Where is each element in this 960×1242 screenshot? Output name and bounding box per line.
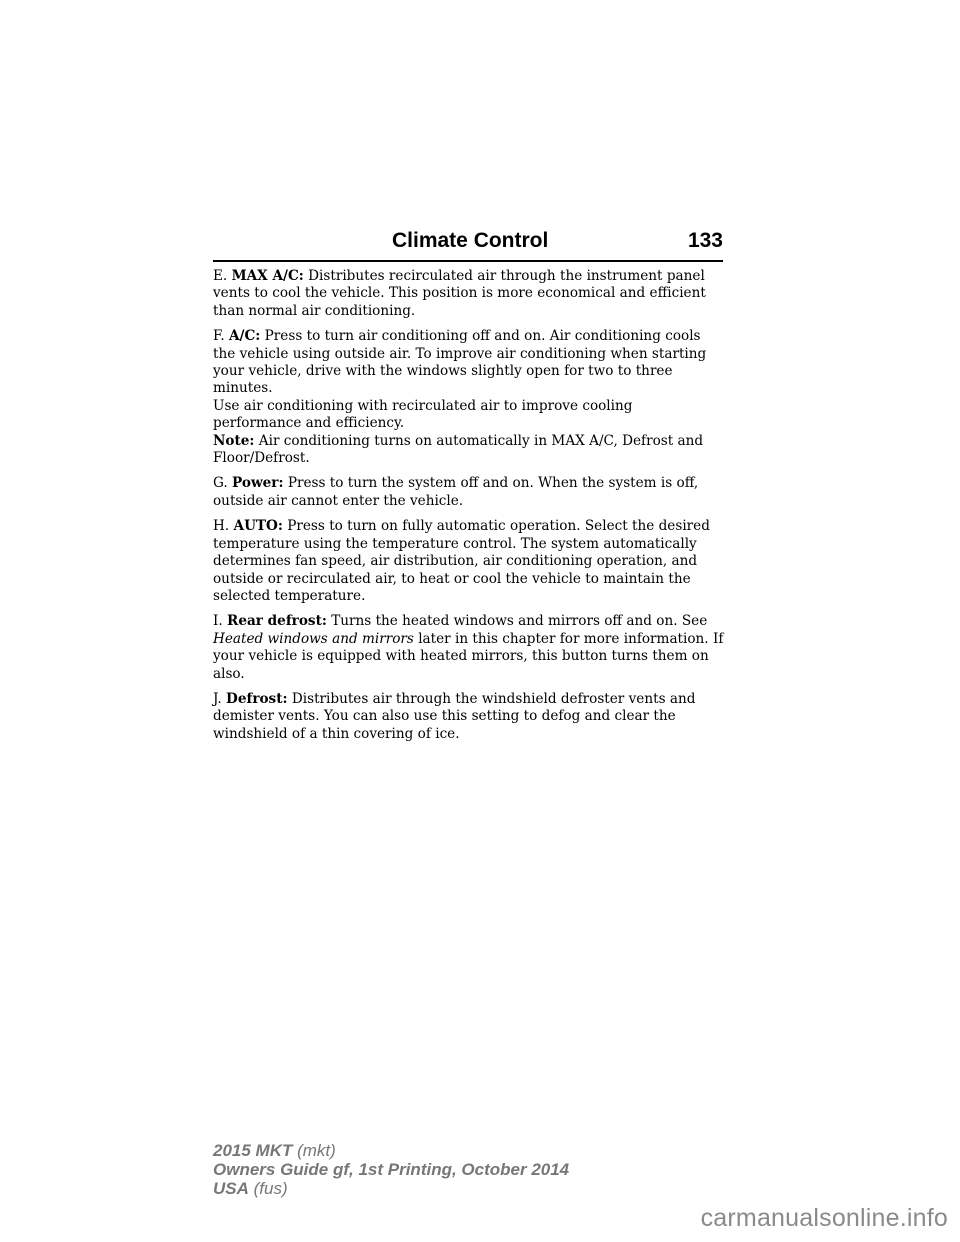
footer-line-market [213,1179,569,1198]
item-term: Defrost: [226,690,288,707]
item-term: Power: [232,475,284,492]
item-term: Rear defrost: [227,613,327,630]
item-letter: I. [213,613,223,630]
item-letter: E. [213,268,228,284]
item-term: AUTO: [233,518,283,535]
page-header [213,226,723,262]
item-text-after: later in this chapter for more information. If your vehicle is equipped with heated mirrors, this button turns them on also. [213,630,724,682]
item-text: Distributes recirculated air through the instrument panel vents to cool the vehicle. This position is more economical and efficient than normal air conditioning. [213,268,706,319]
item-text: Press to turn the system off and on. When the system is off, outside air cannot enter the vehicle. [213,475,699,509]
footer-market: USA [213,1179,249,1198]
item-text: Press to turn air conditioning off and on. Air conditioning cools the vehicle using outside air. To improve air conditioning when starting your vehicle, drive with the windows slightly open for two to three minutes. [213,328,707,397]
item-text: Press to turn on fully automatic operation. Select the desired temperature using the temperature control. The system automatically determines fan speed, air distribution, air conditioning operation, and outside or recirculated air, to heat or cool the vehicle to maintain the selected temperature. [213,518,710,604]
chapter-title: Climate Control [392,229,549,252]
watermark: carmanualsonline.info [700,1204,948,1232]
footer-market-code: (fus) [253,1179,288,1198]
item-term: A/C: [228,328,261,345]
note [213,433,725,468]
item-f [213,328,725,398]
print-footer [213,1141,569,1198]
item-letter: G. [213,475,228,492]
recirculated-tip: Use air conditioning with recirculated air to improve cooling performance and efficiency. [213,397,633,432]
item-letter: J. [213,690,222,707]
item-letter: H. [213,518,230,535]
item-h [213,518,725,605]
footer-printing: Owners Guide gf, 1st Printing, October 2014 [213,1160,570,1179]
footer-model: 2015 MKT [213,1141,293,1160]
footer-line-model [213,1141,569,1160]
note-label: Note: [213,432,255,449]
item-text: Distributes air through the windshield defroster vents and demister vents. You can also use this setting to defog and clear the windshield of a thin covering of ice. [213,690,696,742]
item-j [213,691,725,743]
item-e [213,268,725,320]
body-text [213,268,725,751]
item-g [213,475,725,510]
item-term: MAX A/C: [231,268,304,284]
page-number: 133 [687,229,723,252]
cross-reference-link[interactable]: Heated windows and mirrors [213,630,414,647]
footer-model-code: (mkt) [297,1141,336,1160]
item-text-before: Turns the heated windows and mirrors off and on. See [331,613,708,630]
item-letter: F. [213,328,225,345]
item-i [213,613,725,683]
note-text: Air conditioning turns on automatically in MAX A/C, Defrost and Floor/Defrost. [213,432,704,467]
